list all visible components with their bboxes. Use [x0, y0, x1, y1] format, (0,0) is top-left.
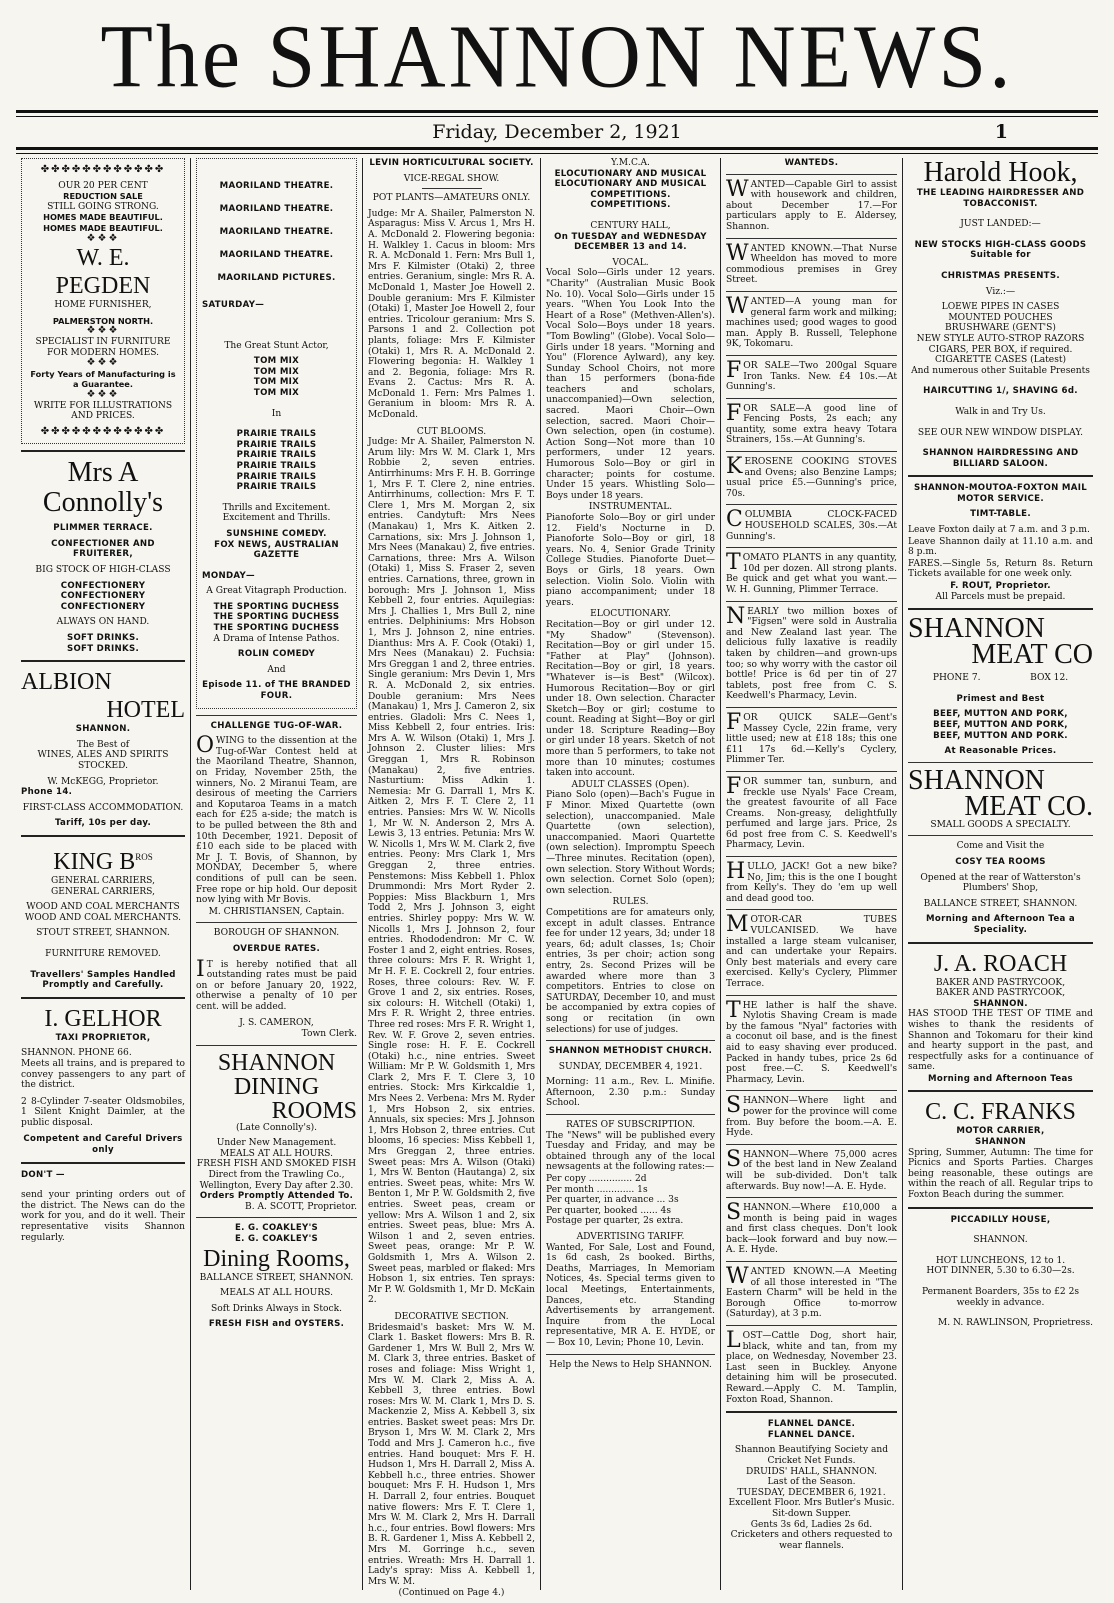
star-border-icon: ✤✤✤✤✤✤✤✤✤✤✤✤	[40, 164, 166, 175]
dateline	[16, 119, 1098, 145]
column-2	[190, 158, 362, 1590]
classified-ad: COLUMBIA CLOCK-FACED HOUSEHOLD SCALES, 30s.—At Gunning's.	[726, 507, 897, 542]
meat-co-advert	[908, 613, 1093, 757]
flannel-dance-advert	[726, 1419, 897, 1551]
ad-line: Walk in and Try Us.	[955, 406, 1046, 417]
classified-ad: MOTOR-CAR TUBES VULCANISED. We have installed a large steam vulcaniser, and can undertake your Repairs. Only best materials and every care exercised. Kelly's Cyclery, Plimmer Terrace.	[726, 912, 897, 989]
divider	[726, 1411, 897, 1413]
ad-line: SMALL GOODS A SPECIALTY.	[930, 819, 1071, 830]
notice-signature: Town Clerk.	[301, 1029, 357, 1040]
ad-line: FARES.—Single 5s, Return 8s. Return Tickets available for one week only.	[908, 558, 1093, 580]
ad-line: CONFECTIONERY	[60, 580, 146, 591]
divider	[908, 835, 1093, 836]
classified-ad: FOR SALE—A good line of Fencing Posts, 2s each; any quantity, some extra heavy Totara Strainers, 15s.—At Gunning's.	[726, 400, 897, 446]
ad-line: (Late Connolly's).	[235, 1122, 318, 1133]
connolly-advert	[21, 458, 185, 654]
ad-line: DRUIDS' HALL, SHANNON.	[745, 1466, 878, 1477]
divider	[196, 1217, 357, 1218]
column-5	[720, 158, 902, 1590]
ad-line: CONFECTIONER AND FRUITERER,	[51, 538, 155, 560]
dont-advert	[21, 1170, 185, 1244]
ad-line: NEW STOCKS HIGH-CLASS GOODS	[914, 239, 1087, 250]
ad-item: MOUNTED POUCHES	[948, 312, 1053, 323]
divider	[196, 1045, 357, 1046]
ad-line: THE SPORTING DUCHESS	[213, 612, 340, 623]
article-heading: Y.M.C.A.	[611, 158, 650, 168]
classified-ad: KEROSENE COOKING STOVES and Ovens; also Benzine Lamps; usual price £5.—Gunning's price, 70s.	[726, 454, 897, 499]
classified-ad: LOST—Cattle Dog, short hair, black, white and tan, from my place, on Wednesday, November 23. Last seen in Buckley. Anyone detaining him will be prosecuted. Reward.—Apply C. M. Tamplin, Foxton Road, Shannon.	[726, 1328, 897, 1405]
article-subheading: DECORATIVE SECTION.	[394, 1311, 509, 1322]
ad-line: THE LEADING HAIRDRESSER AND TOBACCONIST.	[916, 188, 1085, 209]
ad-line: Excellent Floor. Mrs Butler's Music. Sit-down Supper.	[728, 1498, 895, 1519]
pegden-advert	[21, 158, 185, 444]
advertiser-name: ROOMS	[271, 1097, 357, 1124]
divider	[422, 188, 482, 189]
mail-motor-advert	[908, 483, 1093, 602]
masthead-title: The SHANNON NEWS.	[100, 5, 1014, 107]
columns	[16, 157, 1098, 1599]
classified-ad: WANTED KNOWN.—A Meeting of all those interested in "The Eastern Charm" will be held in the Borough Office to-morrow (Saturday), at 3 p.m.	[726, 1264, 897, 1320]
ad-line: BOX 12.	[1030, 673, 1069, 684]
ad-line: MAORILAND THEATRE.	[219, 227, 334, 237]
divider	[21, 835, 185, 837]
ad-line: TOM MIX	[253, 377, 300, 388]
notice-signature: M. CHRISTIANSEN, Captain.	[208, 906, 345, 917]
ad-line: MONDAY—	[202, 570, 255, 581]
notice-heading: BOROUGH OF SHANNON.	[213, 928, 340, 939]
ad-line: E. G. COAKLEY'S	[234, 1223, 319, 1234]
ornament-icon: ❖❖❖	[86, 232, 120, 244]
article-heading: SHANNON METHODIST CHURCH.	[548, 1046, 713, 1057]
ad-line: BAKER AND PASTRYCOOK,	[935, 988, 1066, 999]
notice-text: OWING to the dissention at the Tug-of-War Contest held at the Maoriland Theatre, Shannon, on Friday, November 25th, the winners, No. 2 Miranui Team, are desirous of meeting the Carriers and Koputaroa Teams in a match each for £25 a-side; the match is to be pulled between the 8th and 10th December, 1921. Deposit of £10 each side to be placed with Mr J. T. Bovis, of Shannon, by MONDAY, December 5, where conditions of pull can be seen. Free rope or hip hold. Our deposit now lying with Mr Bovis.	[196, 733, 357, 906]
ad-line: SHANNON.	[75, 724, 131, 735]
ad-line: CONFECTIONERY	[60, 601, 146, 612]
ad-line: HAIRCUTTING 1/, SHAVING 6d.	[923, 386, 1078, 397]
ornament-icon: ❖❖❖	[86, 325, 120, 337]
article-heading: ELOCUTIONARY AND MUSICAL	[554, 179, 707, 190]
ad-line: BIG STOCK OF HIGH-CLASS	[35, 565, 171, 576]
ad-line: MAORILAND THEATRE.	[219, 181, 334, 191]
ornament-icon: ❖❖❖	[86, 388, 120, 400]
ad-line: PALMERSTON NORTH.	[52, 315, 154, 326]
ad-line: Morning and Afternoon Teas	[928, 1073, 1073, 1084]
article-subheading: VICE-REGAL SHOW.	[403, 173, 500, 184]
rate-line: Per quarter, booked ...... 4s	[546, 1205, 672, 1216]
divider	[546, 1354, 715, 1355]
overdue-rates-notice	[196, 928, 357, 1039]
divider	[21, 660, 185, 662]
advertiser-name: KING B	[53, 848, 136, 875]
ad-text: send your printing orders out of the district. The News can do the work for you, and do it well. Their representative visits Shannon regularly.	[21, 1190, 185, 1243]
ad-line: MAORILAND THEATRE.	[219, 204, 334, 214]
notice-heading: OVERDUE RATES.	[232, 943, 321, 954]
article-text: Piano Solo (open)—Bach's Fugue in F Minor. Mixed Quartette (own selection), unaccompanied. Male Quartette (own selection), unaccompanied. Maori Quartette (own selection). Impromptu Speech—Three minutes. Recitation (open), own selection. Story Without Words; own selection. Cornet Solo (open); own selection.	[546, 790, 715, 896]
classified-ad: HULLO, JACK! Got a new bike? No, Jim; this is the one I bought from Kelly's. They do 'em up well and dead good too.	[726, 859, 897, 904]
gelhor-advert	[21, 1005, 185, 1156]
ad-line: At Reasonable Prices.	[944, 746, 1057, 757]
notice-text: IT is hereby notified that all outstanding rates must be paid on or before January 20, 1922, otherwise a penalty of 10 per cent. will be added.	[196, 956, 357, 1012]
classified-ad: FOR summer tan, sunburn, and freckle use Nyals' Face Cream, the greatest favourite of all Face Creams. Non-greasy, delightfully perfumed and large jars. Price, 2s 6d post free from C. S. Keedwell's Pharmacy, Levin.	[726, 773, 897, 851]
ad-line: M. N. RAWLINSON, Proprietress.	[937, 1318, 1093, 1329]
ad-line: W. McKEGG, Proprietor.	[47, 776, 159, 787]
divider	[908, 942, 1093, 944]
ad-line: FIRST-CLASS ACCOMMODATION.	[22, 802, 184, 813]
article-heading: RATES OF SUBSCRIPTION.	[565, 1120, 696, 1131]
advertiser-name: DINING	[233, 1073, 320, 1100]
venue: CENTURY HALL,	[590, 220, 671, 231]
ad-line: Competent and Careful Drivers only	[23, 1134, 183, 1156]
ad-line: FLANNEL DANCE.	[767, 1429, 856, 1440]
article-heading: COMPETITIONS.	[590, 200, 671, 211]
advertiser-name: SHANNON	[908, 764, 1045, 796]
ad-line: PRAIRIE TRAILS	[236, 471, 317, 482]
article-heading: ELOCUTIONARY AND MUSICAL	[554, 168, 707, 179]
roach-advert	[908, 950, 1093, 1085]
ad-line: FLANNEL DANCE.	[767, 1419, 856, 1430]
ad-heading: TIMT-TABLE.	[970, 509, 1031, 520]
sale-line: OUR 20 PER CENT	[58, 180, 148, 191]
ad-line: The Great Stunt Actor,	[224, 340, 329, 351]
meat-co-small-goods-advert	[908, 764, 1093, 831]
ad-heading: DON'T —	[21, 1169, 65, 1180]
ad-line: MAORILAND PICTURES.	[217, 273, 336, 283]
article-text: Bridesmaid's basket: Mrs W. M. Clark 1. Basket flowers: Mrs B. R. Gardener 1, Mrs W. Bull 2, Mrs W. M. Clark 3, three entries. Basket of roses and foliage: Miss Wright 1, Mrs W. M. Clark 2, Miss A. A. Kebbell 3, three entries. Bowl roses: Mrs W. M. Clark 1, Mrs D. S. Mackenzie 2, Miss A. Kebbell 3, six entries. Basket sweet peas: Mrs Dr. Bryson 1, Mrs W. M. Clark 2, Mrs Todd and Mrs J. Cameron h.c., five entries. Hand bouquet: Mrs F. H. Hudson 1, Mrs H. Darrall 2, Miss A. Kebbell h.c., three entries. Shower bouquet: Mrs F. H. Hudson 1, Mrs H. Darrall 2, four entries. Bouquet native flowers: Mrs F. T. Clere 1, Mrs W. M. Clark 2, Mrs H. Darrall h.c., four entries. Bowl flowers: Mrs B. R. Gardener 1, Miss A. Kebbell 2, Mrs M. Gorringe h.c., seven entries. Wreath: Mrs H. Darrall 1. Lady's spray: Miss A. Kebbell 1, Mrs W. M.	[368, 1322, 535, 1587]
article-text: Pianoforte Solo—Boy or girl under 12. Field's Nocturne in D. Pianoforte Solo—Boy or girl, 18 years. No. 4, Senior Grade Trinity College Studies. Pianoforte Duet—Boys or Girls, 18 years. Own selection. Violin Solo. Violin with piano accompaniment; under 18 years.	[546, 513, 715, 608]
page-number: 1	[994, 121, 1008, 143]
ad-line: Travellers' Samples Handled Promptly and Carefully.	[30, 969, 176, 991]
article-subheading: ADULT CLASSES (Open).	[571, 779, 690, 790]
divider	[196, 922, 357, 923]
ad-line: The Best of	[76, 739, 130, 750]
ad-line: PRAIRIE TRAILS	[236, 460, 317, 471]
ad-line: BAKER AND PASTRYCOOK,	[935, 977, 1066, 988]
column-6	[902, 158, 1098, 1590]
ad-line: Last of the Season.	[767, 1477, 856, 1488]
divider	[196, 715, 357, 716]
ad-line: Cricketers and others requested to wear flannels.	[730, 1530, 893, 1551]
article-subheading: VOCAL.	[612, 257, 649, 268]
rate-line: Per quarter, in advance ... 3s	[546, 1195, 679, 1206]
ad-line: MAORILAND THEATRE.	[219, 250, 334, 260]
column-3	[362, 158, 540, 1599]
article-text: Morning: 11 a.m., Rev. L. Minifie. Afternoon, 2.30 p.m.: Sunday School.	[546, 1077, 715, 1109]
king-bros-advert	[21, 843, 185, 991]
ad-line: FURNITURE REMOVED.	[45, 948, 161, 959]
article-text: Vocal Solo—Girls under 12 years. "Charity" (Australian Music Book No. 10). Vocal Solo—Girls under 15 years. "When You Look Into the Heart of a Rose" (Methven-Allen's). Vocal Solo—Boys under 18 years. "Tom Bowling" (Globe). Vocal Solo—Girls under 18 years. "Morning and You" (Florence Aylward), any key. Sunday School Choirs, not more than 15 performers (bona-fide teachers and scholars, unaccompanied)—Own selection, sacred. Maori Choir—Own selection, sacred. Maori Choir—Own selection, open (in costume). Action Song—Not more than 10 performers, under 12 years. Humorous Solo—Boy or girl in character; points for costume. Under 15 years. Whistling Solo—Boys under 18 years.	[546, 268, 715, 501]
albion-advert	[21, 668, 185, 829]
ad-line: HOT LUNCHEONS, 12 to 1.	[935, 1255, 1066, 1266]
ad-heading: PICCADILLY HOUSE,	[950, 1214, 1051, 1225]
ad-item: NEW STYLE AUTO-STROP RAZORS	[916, 333, 1085, 344]
ad-line: BALLANCE STREET, SHANNON.	[923, 898, 1078, 909]
column-4	[540, 158, 720, 1590]
piccadilly-advert	[908, 1215, 1093, 1329]
ad-line: Orders Promptly Attended To.	[199, 1191, 354, 1202]
sale-line: STILL GOING STRONG.	[47, 201, 159, 212]
classified-ad: SHANNON—Where light and power for the province will come from. Buy before the boom.—A. E. Hyde.	[726, 1093, 897, 1139]
rate-line: Per copy ............... 2d	[546, 1174, 647, 1185]
article-heading: LEVIN HORTICULTURAL SOCIETY.	[369, 158, 534, 168]
ad-line: TOM MIX	[253, 366, 300, 377]
ad-line: FRESH FISH and OYSTERS.	[208, 1319, 345, 1330]
article-subheading: SUNDAY, DECEMBER 4, 1921.	[558, 1061, 703, 1072]
ad-line: GENERAL CARRIERS,	[51, 875, 155, 886]
divider	[908, 762, 1093, 763]
classified-ad: WANTED—A young man for general farm work and milking; machines used; good wages to good man. Apply B. Russell, Telephone 9K, Tokomaru.	[726, 293, 897, 350]
maoriland-advert	[196, 158, 357, 709]
ad-line: FRESH FISH AND SMOKED FISH	[196, 1159, 357, 1170]
ad-line: PLIMMER TERRACE.	[53, 523, 153, 534]
ad-line: Viz.:—	[985, 286, 1016, 297]
tea-rooms-advert	[908, 841, 1093, 935]
advertiser-name: SHANNON	[217, 1049, 336, 1076]
ad-line: E. G. COAKLEY'S	[234, 1234, 319, 1244]
ad-line: TAXI PROPRIETOR,	[55, 1032, 151, 1043]
ad-line: JUST LANDED:—	[960, 219, 1041, 230]
divider	[908, 608, 1093, 610]
sale-line: HOMES MADE BEAUTIFUL.	[43, 212, 163, 223]
ad-line: BEEF, MUTTON AND PORK,	[933, 720, 1068, 730]
ad-line: Phone 14.	[21, 787, 73, 798]
ad-line: SHANNON	[974, 1137, 1026, 1148]
issue-date: Friday, December 2, 1921	[432, 121, 682, 143]
ad-line: SPECIALIST IN FURNITURE FOR MODERN HOMES.	[35, 336, 171, 358]
ad-line: BEEF, MUTTON AND PORK.	[933, 730, 1068, 741]
rate-line: Postage per quarter, 2s extra.	[546, 1216, 684, 1227]
ad-line: FOX NEWS, AUSTRALIAN GAZETTE	[214, 539, 339, 561]
classified-ad: SHANNON—Where 75,000 acres of the best land in New Zealand will be sub-divided. Don't talk afterwards. Buy now!—A. E. Hyde.	[726, 1146, 897, 1192]
ad-line: STOUT STREET, SHANNON.	[36, 928, 170, 939]
ad-line: TOM MIX	[253, 356, 300, 367]
ad-line: Spring, Summer, Autumn: The time for Picnics and Sports Parties. Charges being reasonable, these outings are within the reach of all. Regular trips to Foxton Beach during the summer.	[908, 1147, 1093, 1201]
ad-line: SHANNON HAIRDRESSING AND BILLIARD SALOON.	[922, 448, 1079, 469]
ad-line: Soft Drinks Always in Stock.	[211, 1303, 342, 1314]
article-heading: ADVERTISING TARIFF.	[576, 1232, 685, 1242]
event-dates: On TUESDAY and WEDNESDAY DECEMBER 13 and 14.	[554, 231, 707, 253]
tug-of-war-notice	[196, 721, 357, 918]
ad-line: Shannon Beautifying Society and Cricket Net Funds.	[734, 1445, 889, 1466]
ad-line: CONFECTIONERY	[60, 591, 146, 602]
divider	[21, 450, 185, 452]
ad-line: WOOD AND COAL MERCHANTS	[26, 902, 180, 913]
ad-line: WOOD AND COAL MERCHANTS.	[24, 912, 182, 923]
divider	[546, 1040, 715, 1041]
article-subheading: INSTRUMENTAL.	[588, 502, 673, 513]
ad-line: Tariff, 10s per day.	[54, 818, 152, 829]
divider	[908, 475, 1093, 477]
ad-line: COSY TEA ROOMS	[955, 856, 1046, 867]
ad-item: CIGARETTE CASES (Latest)	[934, 355, 1067, 366]
ad-line: A Drama of Intense Pathos.	[213, 633, 340, 644]
ad-line: SHANNON. PHONE 66.	[21, 1048, 132, 1059]
ad-line: Under New Management.	[216, 1138, 337, 1149]
notice-heading: CHALLENGE TUG-OF-WAR.	[210, 720, 343, 731]
ad-line: SOFT DRINKS.	[66, 643, 140, 654]
ad-line: SHANNON.	[973, 1235, 1028, 1246]
rate-line: Per month ............. 1s	[546, 1184, 648, 1195]
ad-line: B. A. SCOTT, Proprietor.	[245, 1201, 357, 1212]
ad-line: Forty Years of Manufacturing is a Guarantee.	[30, 368, 176, 390]
ad-line: THE SPORTING DUCHESS	[213, 601, 340, 612]
ad-line: MOTOR CARRIER,	[956, 1126, 1045, 1137]
dining-rooms-advert	[196, 1051, 357, 1213]
divider	[546, 1114, 715, 1115]
ad-line: Leave Foxton daily at 7 a.m. and 3 p.m.	[908, 525, 1090, 536]
ad-item: And numerous other Suitable Presents	[911, 365, 1090, 376]
ad-line: MEALS AT ALL HOURS.	[220, 1288, 333, 1299]
article-text: Recitation—Boy or girl under 12. "My Shadow" (Stevenson). Recitation—Boy or girl under 15. "Father at Play" (Johnson). Recitation—Boy or girl, 18 years. "Whatever is—is Best" (Wilcox). Humorous Recitation—Boy or girl under 18. Own selection. Character Sketch—Boy or girl; costume to count. Reading at Sight—Boy or girl under 18. Scripture Reading—Boy or girl under 18 years. Sketch of not more than 5 performers, to take not more than 10 minutes; costumes taken into account.	[546, 619, 715, 779]
ad-line: Thrills and Excitement. Excitement and Thrills.	[222, 502, 331, 524]
divider	[21, 997, 185, 999]
article-subheading: POT PLANTS—AMATEURS ONLY.	[372, 193, 531, 204]
divider	[908, 1207, 1093, 1209]
ad-line: PRAIRIE TRAILS	[236, 450, 317, 461]
divider	[908, 1090, 1093, 1092]
ad-line: Come and Visit the	[956, 841, 1045, 852]
ornament-icon: ❖❖❖	[86, 357, 120, 369]
advertiser-name-sup: ROS	[135, 851, 153, 862]
ad-line: PHONE 7.	[932, 673, 981, 684]
continuation-note: (Continued on Page 4.)	[398, 1588, 505, 1599]
advertiser-name: Harold Hook,	[923, 157, 1078, 188]
ad-line: PRAIRIE TRAILS	[236, 429, 317, 440]
classified-ad: WANTED—Capable Girl to assist with housework and children, about December 17.—For particulars apply to E. Aldersey, Shannon.	[726, 176, 897, 232]
ad-line: SHANNON.	[973, 998, 1028, 1009]
advertiser-name: C. C. FRANKS	[925, 1099, 1076, 1126]
ad-heading: SHANNON-MOUTOA-FOXTON MAIL MOTOR SERVICE.	[914, 483, 1087, 504]
advertiser-name: I. GELHOR	[44, 1005, 162, 1032]
advertiser-name: J. A. ROACH	[933, 950, 1068, 977]
classified-ad: TOMATO PLANTS in any quantity, 10d per dozen. All strong plants. Be quick and get what you want.—W. H. Gunning, Plimmer Terrace.	[726, 550, 897, 595]
classified-ad: SHANNON.—Where £10,000 a month is being paid in wages and first class cheques. Don't look back—look forward and buy now.—A. E. Hyde.	[726, 1200, 897, 1256]
dateline-rule	[16, 147, 1098, 154]
advertiser-name: MEAT CO	[971, 639, 1093, 671]
article-text: Judge: Mr A. Shailer, Palmerston N. Arum lily: Mrs W. M. Clark 1, Mrs Robbie 2, seven entries. Antirrhinums: Mrs F. H. B. Gorringe 1, Mrs F. T. Clere 2, nine entries. Antirrhinums, collection: Mrs F. T. Clere 1, Mrs M. Morgan 2, six entries. Candytuft: Mrs Nees (Manakau) 1, Mrs K. Aitken 2. Carnations, six: Mrs J. Johnson 1, Mrs Nees (Manakau) 2, five entries. Carnations, three: Mrs A. Wilson (Otaki) 1, Miss S. Fraser 2, seven entries. Carnations, three, grown in borough: Mrs J. Johnson 1, Miss Kebbell 2, four entries. Aquilegias: Mrs J. Challies 1, Mrs Bull 2, nine entries. Delphiniums: Mrs Hobson 1, Mrs J. Johnson 2, nine entries. Dianthus: Mrs A. F. Cook (Otaki) 1, Mrs Nees (Manakau) 2. Fuchsia: Mrs Greggan 1 and 2, three entries. Single geranium: Mrs Devin 1, Mrs R. A. McDonald 2, six entries. Double geranium: Mrs Nees (Manakau) 1, Mrs J. Cameron 2, six entries. Gladoli: Mrs C. Nees 1, Miss Kebbell 2, four entries. Iris: Mrs A. W. Wilson (Otaki) 1, Mrs J. Johnson 2. Cluster lilies: Mrs Greggan 1, Mrs R. Robinson (Manakau) 2, five entries. Nasturtium: Miss Adkin 1. Nemesia: Mr G. Darrall 1, Mrs K. Aitken 2, Mrs F. T. Clere 2, 11 entries. Pansies: Mrs W. W. Nicolls 1, Mr W. N. Anderson 2, Mrs A. Lewis 3, 13 entries. Petunia: Mrs W. W. Nicolls 1, Mrs W. M. Clark 2, five entries. Peony: Mrs Clark 1, Mrs Greggan 2, three entries. Penstemons: Miss Kebbell 1. Phlox Drummondi: Mrs Mort Ryder 2. Poppies: Miss Blackburn 1, Mrs Todd 2, Mrs J. Johnson 3, eight entries. Shirley poppy: Mrs W. W. Nicolls 1, Mrs J. Johnson 2, four entries. Rhododendron: Mr C. W. Foster 1 and 2, eight entries. Roses, three colours: Mrs F. R. Wright 1, Mr H. F. E. Cockrell 2, four entries. Roses, three colours: Rev. W. F. Grove 1 and 2, six entries. Roses, six colours: H. Witchell (Otaki) 1, Mrs F. R. Wright 2, three entries. Three red roses: Mrs F. R. Wright 1, Rev. W. F. Grove 2, seven entries. Single rose: H. F. E. Cockrell (Otaki) h.c., nine entries. Sweet William: Mr P. W. Goldsmith 1, Mrs Clark 2, Mrs F. T. Clere 3, 10 entries. Stock: Mrs Kirkcaldie 1, Mrs Nees 2. Verbena: Mrs M. Ryder 1, Mrs Hobson 2, six entries. Annuals, six species: Mrs J. Johnson 1, Mrs Hobson 2, three entries. Cut blooms, 16 species: Miss Kebbell 1, Mrs Greggan 2, three entries. Sweet peas: Mrs A. Wilson (Otaki) 1, Mrs W. Benton (Hautanga) 2, six entries. Sweet peas, white: Mrs W. Benton 1, Mr P. W. Goldsmith 2, five entries. Sweet peas, cream or yellow: Mrs A. Wilson 1 and 2, six entries. Sweet peas, blue: Mrs A. Wilson 1 and 2, seven entries. Sweet peas, orange: Mr P. W. Goldsmith 1, Mrs A. Wilson 2. Sweet peas, marbled or flaked: Mrs Hobson 1, six entries. Ten sprays: Mr P. W. Goldsmith 1, Mr D. McKain 2.	[368, 437, 535, 1306]
ad-line: Suitable for	[970, 250, 1031, 261]
ad-line: THE SPORTING DUCHESS	[213, 623, 340, 634]
advertiser-name: W. E. PEGDEN	[55, 245, 151, 300]
ad-line: Morning and Afternoon Tea a Speciality.	[926, 914, 1075, 935]
sale-line: REDUCTION SALE	[63, 191, 143, 202]
article-subheading: RULES.	[612, 897, 649, 908]
classified-ad: THE lather is half the shave. Nylotis Shaving Cream is made by the famous "Nyal" factories with a coconut oil base, and is the finest aid to easy shaving ever produced. Packed in handy tubes, price 2s 6d post free.—C. S. Keedwell's Pharmacy, Levin.	[726, 997, 897, 1085]
advertiser-name: MEAT CO.	[964, 790, 1093, 822]
ad-line: F. ROUT, Proprietor.	[950, 581, 1051, 592]
advertiser-name: SHANNON	[908, 613, 1045, 645]
classified-ad: FOR QUICK SALE—Gent's Massey Cycle, 22in frame, very little used; new at £18 18s; this one £11 17s 6d.—Kelly's Cyclery, Plimmer Ter.	[726, 709, 897, 766]
article-text: The "News" will be published every Tuesday and Friday, and may be obtained through any of the local newsagents at the following rates:—	[546, 1130, 715, 1173]
ad-line: All Parcels must be prepaid.	[935, 591, 1066, 602]
ad-line: Direct from the Trawling Co., Wellington, Every Day after 2.30.	[199, 1170, 354, 1191]
article-subheading: ELOCUTIONARY.	[590, 609, 671, 620]
ad-line: PRAIRIE TRAILS	[236, 482, 317, 493]
ad-line: WINES, ALES AND SPIRITS STOCKED.	[37, 750, 169, 771]
ad-line: PRAIRIE TRAILS	[236, 439, 317, 450]
column-1	[16, 158, 190, 1590]
ad-line: HOME FURNISHER,	[54, 300, 152, 311]
article-text: Judge: Mr A. Shailer, Palmerston N. Asparagus: Miss V. Arcus 1, Mrs H. A. McDonald 2. Flowering begonia: H. Walkley 1. Cacus in bloom: Mrs R. A. McDonald 1. Fern: Mrs Bull 1, Mrs F. Kilmister (Otaki) 2, three entries. Geranium, single: Mrs R. A. McDonald 1, Master Joe Howell 2. Double geranium: Mrs F. Kilmister (Otaki) 1, Master Joe Howell 2, four entries. Tricolour geranium: Mrs S. Parsons 1 and 2. Collection pot plants, foliage: Mrs F. Kilmister (Otaki) 1, Mrs R. A. McDonald 2. Flowering begonia: H. Walkley 1 and 2. Begonia, foliage: Mrs R. Evans 2. Cactus: Mrs R. A. McDonald 1. Fern: Mrs Palmes 1. Geranium in bloom: Mrs R. A. McDonald.	[368, 208, 535, 421]
ad-line: HAS STOOD THE TEST OF TIME and wishes to thank the residents of Shannon and Tokomaru for their kind and hearty support in the past, and respectfully asks for a continuance of same.	[908, 1009, 1093, 1073]
ad-line: Gents 3s 6d, Ladies 2s 6d.	[750, 1519, 873, 1530]
ad-line: SEE OUR NEW WINDOW DISPLAY.	[917, 427, 1084, 438]
ad-line: Meets all trains, and is prepared to convey passengers to any part of the district.	[21, 1058, 185, 1091]
ad-line: Leave Shannon daily at 11.10 a.m. and 8 p.m.	[908, 536, 1093, 558]
ad-line: A Great Vitagraph Production.	[206, 586, 347, 597]
classified-ad: NEARLY two million boxes of "Figsen" were sold in Australia and New Zealand last year. The delicious fully laxative is readily taken by children—and grown-ups too; so why worry with the castor oil bottle! Price is 6d per tin of 27 tablets, post free from C. S. Keedwell's Pharmacy, Levin.	[726, 603, 897, 702]
advertiser-name: Mrs A Connolly's	[42, 457, 164, 519]
masthead-rule	[16, 110, 1098, 117]
ad-line: ALWAYS ON HAND.	[56, 617, 150, 628]
ad-line: TOM MIX	[253, 387, 300, 398]
ad-line: And	[267, 664, 286, 675]
ad-line: ROLIN COMEDY	[237, 649, 316, 660]
ad-line: SUNSHINE COMEDY.	[226, 528, 327, 539]
ad-line: In	[271, 408, 282, 419]
ad-line: HOT DINNER, 5.30 to 6.30—2s.	[926, 1266, 1075, 1277]
ad-line: 2 8-Cylinder 7-seater Oldsmobiles, 1 Silent Knight Daimler, at the public disposal.	[21, 1096, 185, 1128]
franks-advert	[908, 1098, 1093, 1200]
coakley-advert	[196, 1223, 357, 1330]
classified-ad: FOR SALE—Two 200gal Square Iron Tanks. New. £4 10s.—At Gunning's.	[726, 357, 897, 393]
advertiser-name: ALBION	[21, 669, 112, 696]
ad-item: LOEWE PIPES IN CASES	[941, 302, 1060, 313]
article-text: Wanted, For Sale, Lost and Found, 1s 6d cash, 2s booked. Births, Deaths, Marriages, In Memoriam Notices, 4s. Special terms given to local Meetings, Entertainments, Dances, etc. Standing Advertisements by arrangement. Inquire from the Local representative, MR A. E. HYDE, or— Box 10, Levin; Phone 10, Levin.	[546, 1242, 715, 1348]
ad-line: TUESDAY, DECEMBER 6, 1921.	[737, 1487, 886, 1498]
article-heading: COMPETITIONS.	[590, 189, 671, 200]
ad-line: SATURDAY—	[202, 300, 265, 310]
ad-item: CIGARS, PER BOX, if required.	[928, 344, 1073, 355]
slogan: Help the News to Help SHANNON.	[549, 1359, 712, 1370]
notice-signature: J. S. CAMERON,	[239, 1018, 314, 1029]
section-heading: WANTEDS.	[784, 158, 839, 168]
harold-hook-advert	[908, 158, 1093, 469]
ad-line: SOFT DRINKS.	[66, 633, 140, 644]
ad-line: Primest and Best	[956, 693, 1045, 704]
ad-line: CHRISTMAS PRESENTS.	[941, 270, 1060, 281]
ad-line: Opened at the rear of Watterston's Plumbers' Shop,	[920, 872, 1081, 894]
ad-line: BEEF, MUTTON AND PORK,	[933, 709, 1068, 720]
article-subheading: CUT BLOOMS.	[416, 426, 487, 437]
divider	[21, 1162, 185, 1164]
ad-line: GENERAL CARRIERS,	[51, 886, 155, 897]
ad-line: MEALS AT ALL HOURS.	[220, 1148, 333, 1159]
ad-line: Episode 11. of THE BRANDED FOUR.	[202, 680, 351, 702]
advertiser-name: HOTEL	[106, 697, 185, 724]
divider	[726, 174, 897, 175]
ad-line: WRITE FOR ILLUSTRATIONS AND PRICES.	[33, 400, 173, 422]
sale-line: HOMES MADE BEAUTIFUL.	[43, 222, 163, 233]
star-border-icon: ✤✤✤✤✤✤✤✤✤✤✤✤	[40, 425, 166, 437]
classified-ad: WANTED KNOWN.—That Nurse Wheeldon has moved to more commodious premises in Grey Street.	[726, 240, 897, 286]
ad-item: BRUSHWARE (GENT'S)	[945, 323, 1056, 334]
advertiser-name: Dining Rooms,	[203, 1245, 350, 1272]
article-text: Competitions are for amateurs only, except in adult classes. Entrance fee for under 12 years, 3d; under 18 years, 6d; adult classes, 1s; Choir entries, 3s per choir; action song entry, 2s. Second Prizes will be awarded where more than 3 competitors. Entries to close on SATURDAY, December 10, and must be accompanied by extra copies of song or recitation (in own selections) for use of judges.	[546, 907, 715, 1035]
ad-line: Permanent Boarders, 35s to £2 2s weekly in advance.	[921, 1287, 1080, 1308]
ad-line: BALLANCE STREET, SHANNON.	[199, 1272, 354, 1283]
